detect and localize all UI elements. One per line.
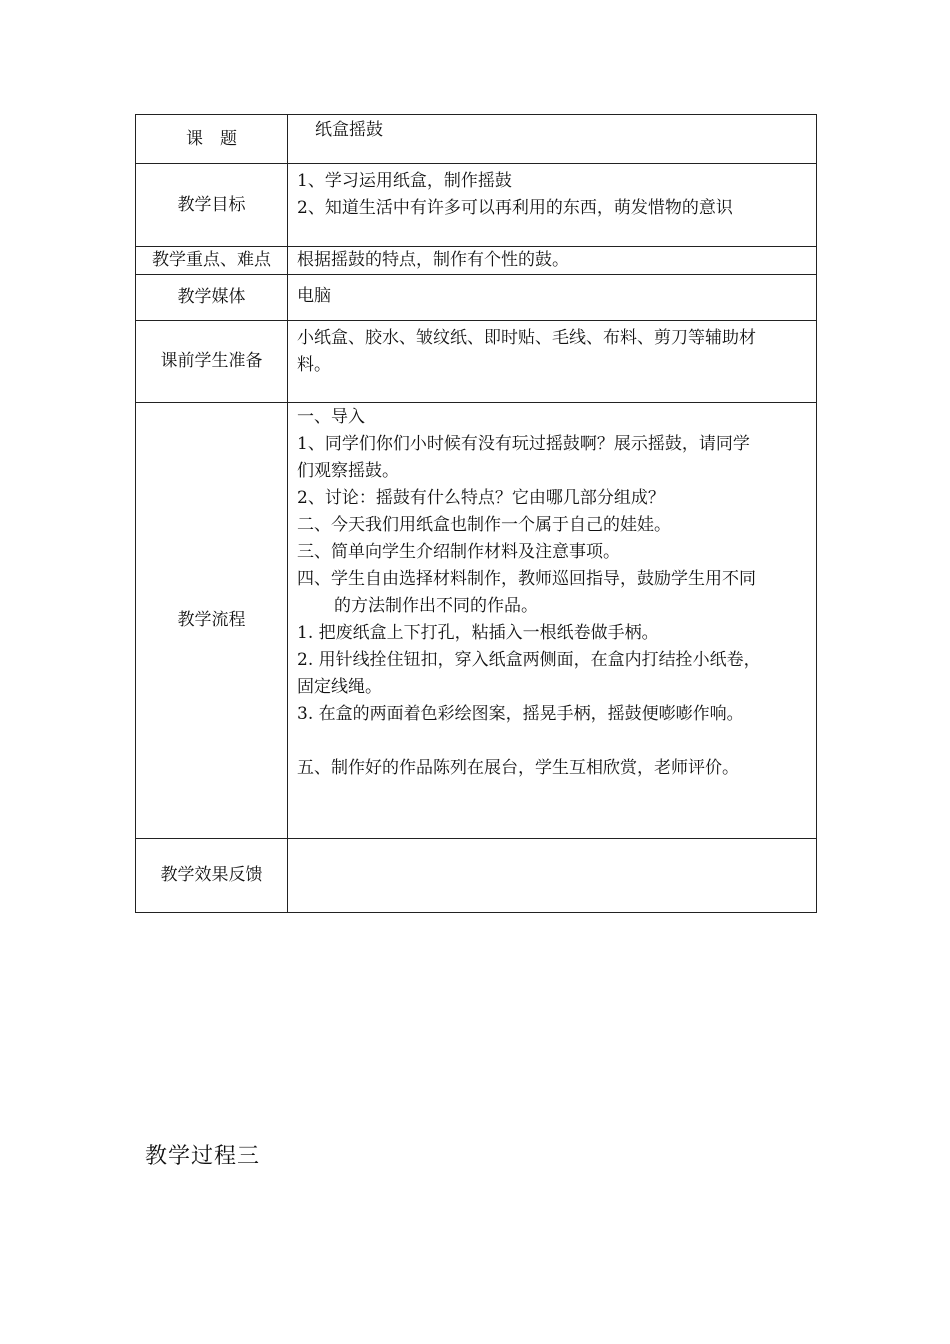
preparation-line-2: 料。 <box>297 355 331 375</box>
process-line-6: 三、简单向学生介绍制作材料及注意事项。 <box>297 542 620 562</box>
objective-line-1: 1、学习运用纸盒，制作摇鼓 <box>297 171 512 191</box>
section-heading: 教学过程三 <box>145 1144 261 1169</box>
preparation-cell <box>288 321 817 403</box>
row-topic <box>136 115 817 164</box>
media-cell <box>288 275 817 321</box>
process-line-1: 一、导入 <box>297 407 365 427</box>
key-points-value: 根据摇鼓的特点，制作有个性的鼓。 <box>297 250 569 270</box>
process-line-9: 1. 把废纸盒上下打孔，粘插入一根纸卷做手柄。 <box>297 623 659 643</box>
feedback-label: 教学效果反馈 <box>136 839 288 913</box>
topic-label: 课 题 <box>136 115 288 164</box>
topic-value: 纸盒摇鼓 <box>315 120 383 140</box>
feedback-cell <box>288 839 817 913</box>
process-line-7: 四、学生自由选择材料制作，教师巡回指导，鼓励学生用不同 <box>297 569 756 589</box>
process-label: 教学流程 <box>136 403 288 839</box>
process-line-5: 二、今天我们用纸盒也制作一个属于自己的娃娃。 <box>297 515 671 535</box>
process-line-2: 1、同学们你们小时候有没有玩过摇鼓啊？展示摇鼓，请同学 <box>297 434 750 454</box>
preparation-line-1: 小纸盒、胶水、皱纹纸、即时贴、毛线、布料、剪刀等辅助材 <box>297 328 756 348</box>
row-feedback <box>136 839 817 913</box>
row-preparation <box>136 321 817 403</box>
process-cell <box>288 403 817 839</box>
media-label: 教学媒体 <box>136 275 288 321</box>
key-points-cell <box>288 247 817 275</box>
process-line-13: 五、制作好的作品陈列在展台，学生互相欣赏，老师评价。 <box>297 758 739 778</box>
process-line-10: 2. 用针线拴住钮扣，穿入纸盒两侧面，在盒内打结拴小纸卷， <box>297 650 761 670</box>
process-line-8: 的方法制作出不同的作品。 <box>334 596 538 616</box>
key-points-label: 教学重点、难点 <box>136 247 288 275</box>
objective-line-2: 2、知道生活中有许多可以再利用的东西，萌发惜物的意识 <box>297 198 733 218</box>
process-line-11: 固定线绳。 <box>297 677 382 697</box>
process-line-3: 们观察摇鼓。 <box>297 461 399 481</box>
lesson-plan-table <box>135 114 817 913</box>
topic-cell <box>288 115 817 164</box>
objectives-cell <box>288 164 817 247</box>
process-line-4: 2、讨论：摇鼓有什么特点？它由哪几部分组成？ <box>297 488 665 508</box>
process-line-12: 3. 在盒的两面着色彩绘图案，摇晃手柄，摇鼓便嘭嘭作响。 <box>297 704 744 724</box>
row-process <box>136 403 817 839</box>
preparation-label: 课前学生准备 <box>136 321 288 403</box>
row-key-points <box>136 247 817 275</box>
row-objectives <box>136 164 817 247</box>
media-value: 电脑 <box>297 286 331 306</box>
process-blank-line <box>297 728 808 755</box>
row-media <box>136 275 817 321</box>
objectives-label: 教学目标 <box>136 164 288 247</box>
